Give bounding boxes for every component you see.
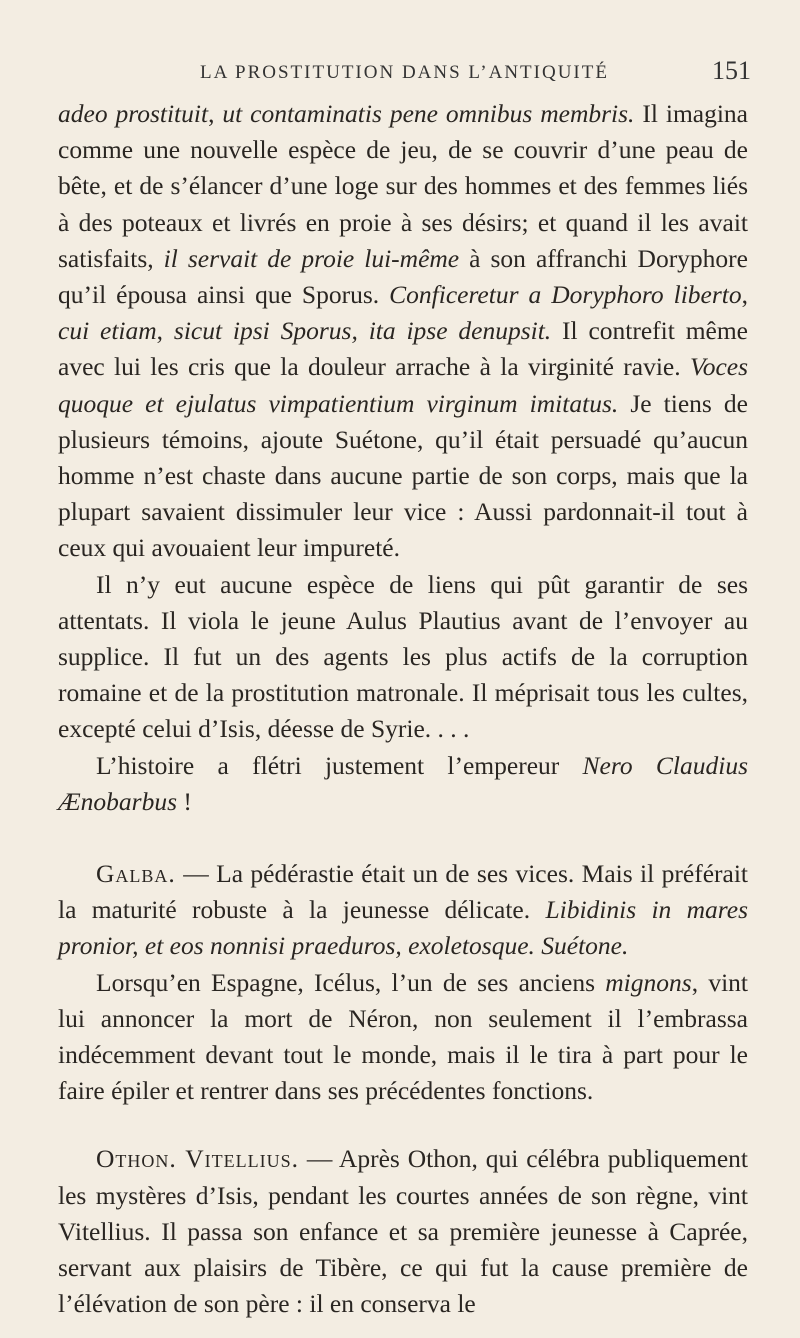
text-span: Lorsqu’en Espagne, Icélus, l’un de ses anciens xyxy=(96,967,606,997)
paragraph-icelus xyxy=(58,965,748,1110)
text-span: , xyxy=(741,280,748,310)
latin-quote: adeo prostituit xyxy=(58,99,209,128)
text-span: Je tiens de plusieurs témoins, ajoute Suétone, qu’il était persuadé qu’aucun homme n’est chaste dans aucune partie de son corps, mais que la plupart savaient dissimuler leur vice : Aussi pardonnait-il tout à ceux qui avouaient leur impureté. xyxy=(58,388,748,563)
paragraph-attentats xyxy=(58,567,748,748)
text-span: — La pédérastie était un de ses vices. Mais il préférait la maturité robuste à la jeunesse délicate. xyxy=(58,859,748,925)
latin-quote: ut contaminatis pene omnibus membris. xyxy=(222,99,635,128)
text-span: , vint lui annoncer la mort de Néron, non seulement il l’embrassa indécemment devant tout le monde, mais il le tira à part pour le faire épiler et rentrer dans ses précédentes fonctions. xyxy=(58,967,748,1106)
text-span: , xyxy=(156,316,174,346)
section-heading-galba: Galba. xyxy=(96,859,176,889)
text-span: Il contrefit même avec lui les cris que la douleur arrache à la virginité ravie. xyxy=(58,316,749,382)
running-head-title: LA PROSTITUTION DANS L’ANTIQUITÉ xyxy=(200,62,609,83)
section-heading-othon-vitellius: Othon. Vitellius. xyxy=(96,1144,300,1174)
text-span: Il imagina comme une nouvelle espèce de jeu, de se couvrir d’une peau de bête, et de s’élancer d’une loge sur des hommes et des femmes liés à des poteaux et livrés en proie à ses désirs; et quand il les avait satisfaits, xyxy=(58,99,749,273)
latin-quote: Libidinis in mares pronior, et eos nonnisi praeduros, exoletosque. Suétone. xyxy=(58,895,748,961)
page-number: 151 xyxy=(712,56,751,85)
paragraph-galba xyxy=(58,856,748,965)
text-span: — Après Othon, qui célébra publiquement les mystères d’Isis, pendant les courtes années de son règne, vint Vitellius. Il passa son enfance et sa première jeunesse à Caprée, servant aux plaisirs de Tibère, ce qui fut la cause première de l’élévation de son père : il en conserva le xyxy=(58,1144,749,1319)
paragraph-othon-vitellius xyxy=(58,1141,748,1322)
paragraph-histoire xyxy=(58,748,748,820)
text-span: , xyxy=(208,99,223,128)
emphasis: mignons xyxy=(605,967,692,997)
emphasis: il servait de proie lui-même xyxy=(163,243,460,273)
text-span: à son affranchi Doryphore qu’il épousa ainsi que Sporus. xyxy=(58,243,748,310)
running-head xyxy=(0,34,800,85)
paragraph-nero-continued xyxy=(58,96,748,567)
latin-quote: cui etiam xyxy=(58,316,157,346)
text-span: ! xyxy=(177,786,192,816)
latin-quote: Conficeretur a Doryphoro liberto xyxy=(389,280,742,310)
body-text xyxy=(58,96,748,1323)
emperor-name: Nero Claudius Ænobarbus xyxy=(58,750,748,816)
latin-quote: Voces quoque et ejulatus vimpatientium virginum imitatus. xyxy=(58,352,748,418)
text-span: L’histoire a flétri justement l’empereur xyxy=(96,750,583,780)
latin-quote: sicut ipsi Sporus, ita ipse denupsit. xyxy=(173,316,552,346)
text-span: Il n’y eut aucune espèce de liens qui pût garantir de ses attentats. Il viola le jeune Aulus Plautius avant de l’envoyer au supplice. Il fut un des agents les plus actifs de la corruption romaine et de la prostitution matronale. Il méprisait tous les cultes, excepté celui d’Isis, déesse de Syrie. . . . xyxy=(58,569,748,744)
